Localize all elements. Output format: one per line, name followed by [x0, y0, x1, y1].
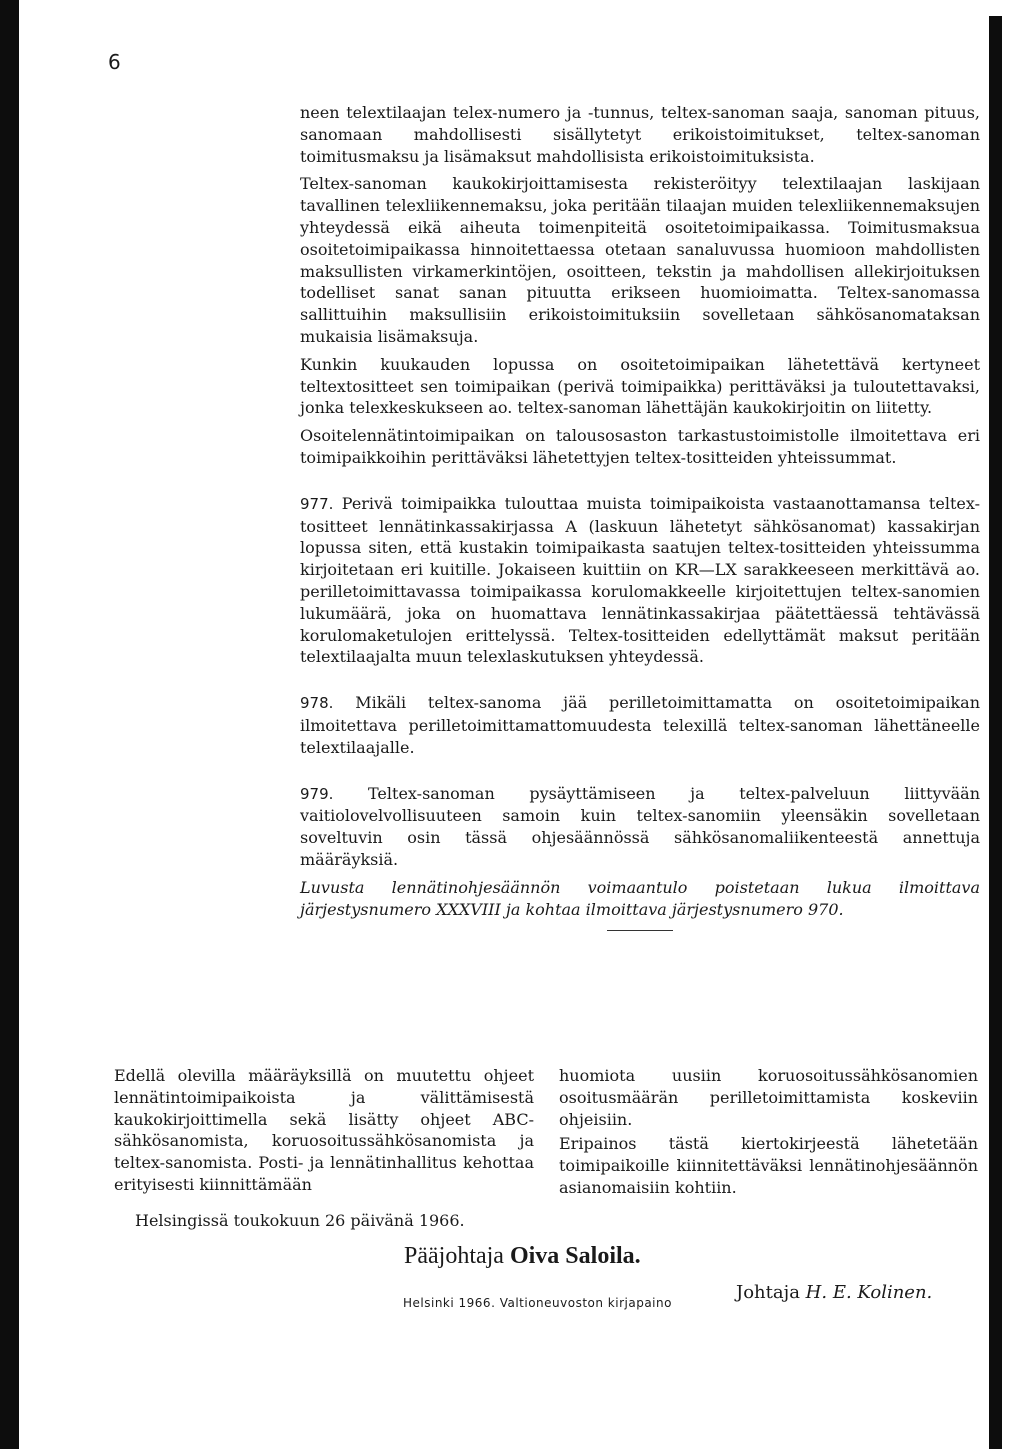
signature-1-title: Pääjohtaja — [404, 1243, 504, 1269]
signature-1-name: Oiva Saloila. — [509, 1243, 641, 1269]
right-column — [559, 1065, 978, 1199]
scan-edge-right — [989, 16, 1002, 1449]
page-number: 6 — [108, 50, 121, 74]
section-977-text: Perivä toimipaikka tulouttaa muista toimipaikoista vastaanottamansa teltex-tositteet lennätinkassakirjassa A (laskuun lähetetyt sähkösanomat) kassakirjan lopussa siten, että kustakin toimipaikasta saatujen teltex-tositteiden yhteissumma kirjoitetaan eri kuitille. Jokaiseen kuittiin on KR—LX sarakkeeseen merkittävä ao. perilletoimittavassa toimipaikassa korulomakkeelle kirjoitettujen teltex-sanomien lukumäärä, joka on huomattava lennätinkassakirjaa päätettäessä tehtävässä korulomaketulojen erittelyssä. Teltex-tositteiden edellyttämät maksut peritään telextilaajalta muun telexlaskutuksen yhteydessä. — [300, 493, 980, 667]
date-line: Helsingissä toukokuun 26 päivänä 1966. — [135, 1211, 465, 1230]
right-column-text-1: huomiota uusiin koruosoitussähkösanomien osoitusmäärän perilletoimittamista koskeviin ohjeisiin. — [559, 1066, 978, 1129]
section-978 — [300, 692, 980, 758]
paragraph-1: neen telextilaajan telex-numero ja -tunnus, teltex-sanoman saaja, sanoman pituus, sanomaan mahdollisesti sisällytetyt erikoistoimitukset, teltex-sanoman toimitusmaksu ja lisämaksut mahdollisista erikoistoimituksista. — [300, 103, 980, 166]
signature-2-title: Johtaja — [736, 1282, 800, 1303]
main-text — [300, 102, 980, 931]
section-979-number: 979. — [300, 784, 334, 803]
paragraph-2: Teltex-sanoman kaukokirjoittamisesta rekisteröityy telextilaajan laskijaan tavallinen telexliikennemaksu, joka peritään tilaajan muiden telexliikennemaksujen yhteydessä eikä aiheuta toimenpiteitä osoitetoimipaikassa. Toimitusmaksua osoitetoimipaikassa hinnoitettaessa otetaan sanaluvussa huomioon mahdollisten maksullisten virkamerkintöjen, osoitteen, tekstin ja mahdollisen allekirjoituksen todelliset sanat sanan pituutta erikseen huomioimatta. Teltex-sanomassa sallittuihin maksullisiin erikoistoimituksiin sovelletaan sähkösanomataksan mukaisia lisämaksuja. — [300, 174, 980, 346]
left-column — [114, 1065, 534, 1196]
section-978-number: 978. — [300, 694, 334, 713]
signature-director — [736, 1282, 932, 1303]
paragraph-3: Kunkin kuukauden lopussa on osoitetoimipaikan lähetettävä kertyneet teltextositteet sen toimipaikan (perivä toimipaikka) perittäväksi ja tuloutettavaksi, jonka telexkeskukseen ao. teltex-sanoman lähettäjän kaukokirjoitin on liitetty. — [300, 354, 980, 418]
left-column-text: Edellä olevilla määräyksillä on muutettu ohjeet lennätintoimipaikoista ja välittämisestä kaukokirjoittimella sekä lisätty ohjeet ABC-sähkösanomista, koruosoitussähkösanomista ja teltex-sanomista. Posti- ja lennätinhallitus kehottaa erityisesti kiinnittämään — [114, 1066, 534, 1194]
italic-note: Luvusta lennätinohjesäännön voimaantulo poistetaan lukua ilmoittava järjestysnumero XXXVIII ja kohtaa ilmoittava järjestysnumero 970. — [300, 877, 980, 919]
section-978-text: Mikäli teltex-sanoma jää perilletoimittamatta on osoitetoimipaikan ilmoitettava perilletoimittamattomuudesta telexillä teltex-sanoman lähettäneelle telextilaajalle. — [300, 693, 981, 757]
section-979 — [300, 783, 980, 871]
signature-director-general — [404, 1243, 641, 1270]
printer-imprint: Helsinki 1966. Valtioneuvoston kirjapaino — [403, 1296, 672, 1310]
paragraph-4: Osoitelennätintoimipaikan on talousosaston tarkastustoimistolle ilmoitettava eri toimipaikkoihin perittäväksi lähetettyjen teltex-tositteiden yhteissummat. — [300, 426, 980, 467]
signature-2-name: H. E. Kolinen. — [805, 1282, 933, 1303]
section-979-text: Teltex-sanoman pysäyttämiseen ja teltex-palveluun liittyvään vaitiolovelvollisuuteen samoin kuin teltex-sanomiin yleensäkin sovelletaan soveltuvin osin tässä ohjesäännössä sähkösanomaliikenteestä annettuja määräyksiä. — [300, 783, 980, 869]
right-column-text-2: Eripainos tästä kiertokirjeestä lähetetään toimipaikoille kiinnitettäväksi lennätinohjesäännön asianomaisiin kohtiin. — [559, 1134, 978, 1197]
section-977-number: 977. — [300, 494, 334, 513]
divider-rule — [607, 930, 673, 931]
section-977 — [300, 493, 980, 668]
scan-edge-left — [0, 0, 19, 1449]
